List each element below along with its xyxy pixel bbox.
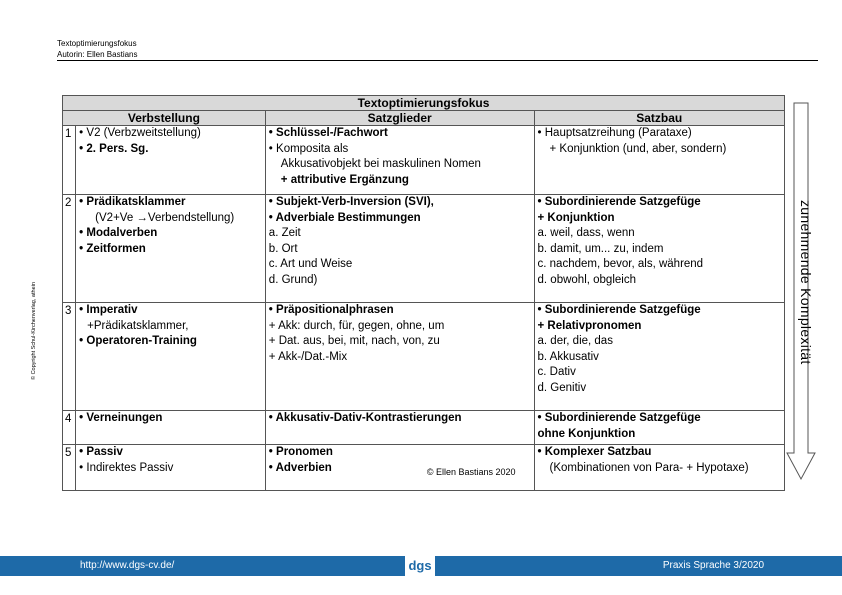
verbstellung-cell: [76, 126, 266, 195]
table-row: [63, 411, 785, 445]
side-copyright-note: © Copyright Schul-Kirchenverlag, athein: [31, 282, 37, 380]
row-number: 4: [63, 411, 76, 445]
cell-line: d. Grund): [268, 273, 318, 286]
satzbau-cell: [534, 195, 784, 303]
cell-line: • Prädikatsklammer: [79, 196, 186, 208]
cell-line: c. Dativ: [537, 366, 576, 378]
cell-line: • Komposita als: [268, 142, 349, 155]
cell-line: Akkusativobjekt bei maskulinen Nomen: [280, 158, 481, 170]
cell-line: a. Zeit: [268, 227, 301, 239]
cell-line: + Dat. aus, bei, mit, nach, von, zu: [268, 335, 440, 347]
focus-table: [62, 95, 785, 491]
cell-line: • Verneinungen: [79, 412, 163, 424]
cell-line: • Adverbien: [268, 461, 332, 474]
cell-line: + Relativpronomen: [537, 319, 642, 332]
cell-line: • Subordinierende Satzgefüge: [537, 196, 701, 208]
cell-line: • Schlüssel-/Fachwort: [268, 127, 388, 139]
cell-line: • Adverbiale Bestimmungen: [268, 211, 421, 224]
cell-line: • Indirektes Passiv: [79, 461, 174, 474]
cell-line: d. Genitiv: [537, 381, 587, 394]
row-number: 3: [63, 303, 76, 411]
verbstellung-cell: [76, 195, 266, 303]
cell-line: b. Akkusativ: [537, 350, 599, 363]
satzbau-cell: [534, 445, 784, 491]
cell-line: + attributive Ergänzung: [280, 173, 409, 186]
cell-line: d. obwohl, obgleich: [537, 273, 636, 286]
header-divider: [57, 60, 818, 61]
cell-line: • 2. Pers. Sg.: [79, 142, 149, 155]
footer-publication: Praxis Sprache 3/2020: [662, 560, 764, 571]
cell-line: • Subordinierende Satzgefüge: [537, 412, 701, 424]
cell-line: +Prädikatsklammer,: [87, 319, 189, 332]
cell-line: • Passiv: [79, 446, 123, 458]
table-title: Textoptimierungsfokus: [63, 96, 785, 111]
satzbau-cell: [534, 303, 784, 411]
verbstellung-cell: [76, 303, 266, 411]
cell-line: + Konjunktion (und, aber, sondern): [549, 142, 727, 155]
cell-line: + Akk-/Dat.-Mix: [268, 350, 348, 363]
cell-line: • Präpositionalphrasen: [268, 304, 394, 316]
cell-line: • Subordinierende Satzgefüge: [537, 304, 701, 316]
dgs-logo: dgs: [405, 556, 435, 576]
satzbau-cell: [534, 411, 784, 445]
satzglieder-cell: [265, 195, 534, 303]
cell-line: (Kombinationen von Para- + Hypotaxe): [549, 461, 749, 474]
satzglieder-cell: [265, 411, 534, 445]
cell-line: ohne Konjunktion: [537, 427, 636, 440]
cell-line: + Akk: durch, für, gegen, ohne, um: [268, 319, 445, 332]
satzglieder-cell: [265, 126, 534, 195]
verbstellung-cell: [76, 411, 266, 445]
table-row: [63, 126, 785, 195]
table-row: [63, 303, 785, 411]
cell-line: • Pronomen: [268, 446, 333, 458]
satzglieder-cell: [265, 303, 534, 411]
footer-url-link[interactable]: http://www.dgs-cv.de/: [80, 560, 175, 571]
cell-line: • Subjekt-Verb-Inversion (SVI),: [268, 196, 434, 208]
cell-line: • Imperativ: [79, 304, 138, 316]
cell-line: c. nachdem, bevor, als, während: [537, 258, 704, 270]
document-header: [57, 38, 138, 60]
cell-line: (V2+Ve →Verbendstellung): [95, 211, 235, 224]
cell-line: b. Ort: [268, 242, 298, 255]
cell-line: a. weil, dass, wenn: [537, 227, 635, 239]
table-row: [63, 445, 785, 491]
table-row: [63, 195, 785, 303]
complexity-arrow-label: zunehmende Komplexität: [798, 200, 814, 365]
row-number: 1: [63, 126, 76, 195]
row-number: 2: [63, 195, 76, 303]
cell-line: • V2 (Verbzweitstellung): [79, 127, 201, 139]
cell-line: • Operatoren-Training: [79, 335, 197, 347]
cell-line: • Zeitformen: [79, 242, 146, 255]
header-author: Autorin: Ellen Bastians: [57, 50, 138, 59]
satzglieder-cell: [265, 445, 534, 491]
cell-line: • Modalverben: [79, 227, 158, 239]
column-header-satzbau: Satzbau: [534, 111, 784, 126]
satzbau-cell: [534, 126, 784, 195]
cell-line: • Komplexer Satzbau: [537, 446, 652, 458]
column-header-verbstellung: Verbstellung: [63, 111, 266, 126]
cell-line: • Hauptsatzreihung (Parataxe): [537, 127, 692, 139]
cell-line: • Akkusativ-Dativ-Kontrastierungen: [268, 412, 462, 424]
row-number: 5: [63, 445, 76, 491]
cell-line: a. der, die, das: [537, 335, 613, 347]
copyright-notice: © Ellen Bastians 2020: [426, 466, 516, 477]
verbstellung-cell: [76, 445, 266, 491]
cell-line: + Konjunktion: [537, 211, 615, 224]
header-title: Textoptimierungsfokus: [57, 39, 137, 48]
column-header-satzglieder: Satzglieder: [265, 111, 534, 126]
cell-line: c. Art und Weise: [268, 258, 353, 270]
cell-line: b. damit, um... zu, indem: [537, 242, 664, 255]
page-footer: [0, 556, 842, 576]
